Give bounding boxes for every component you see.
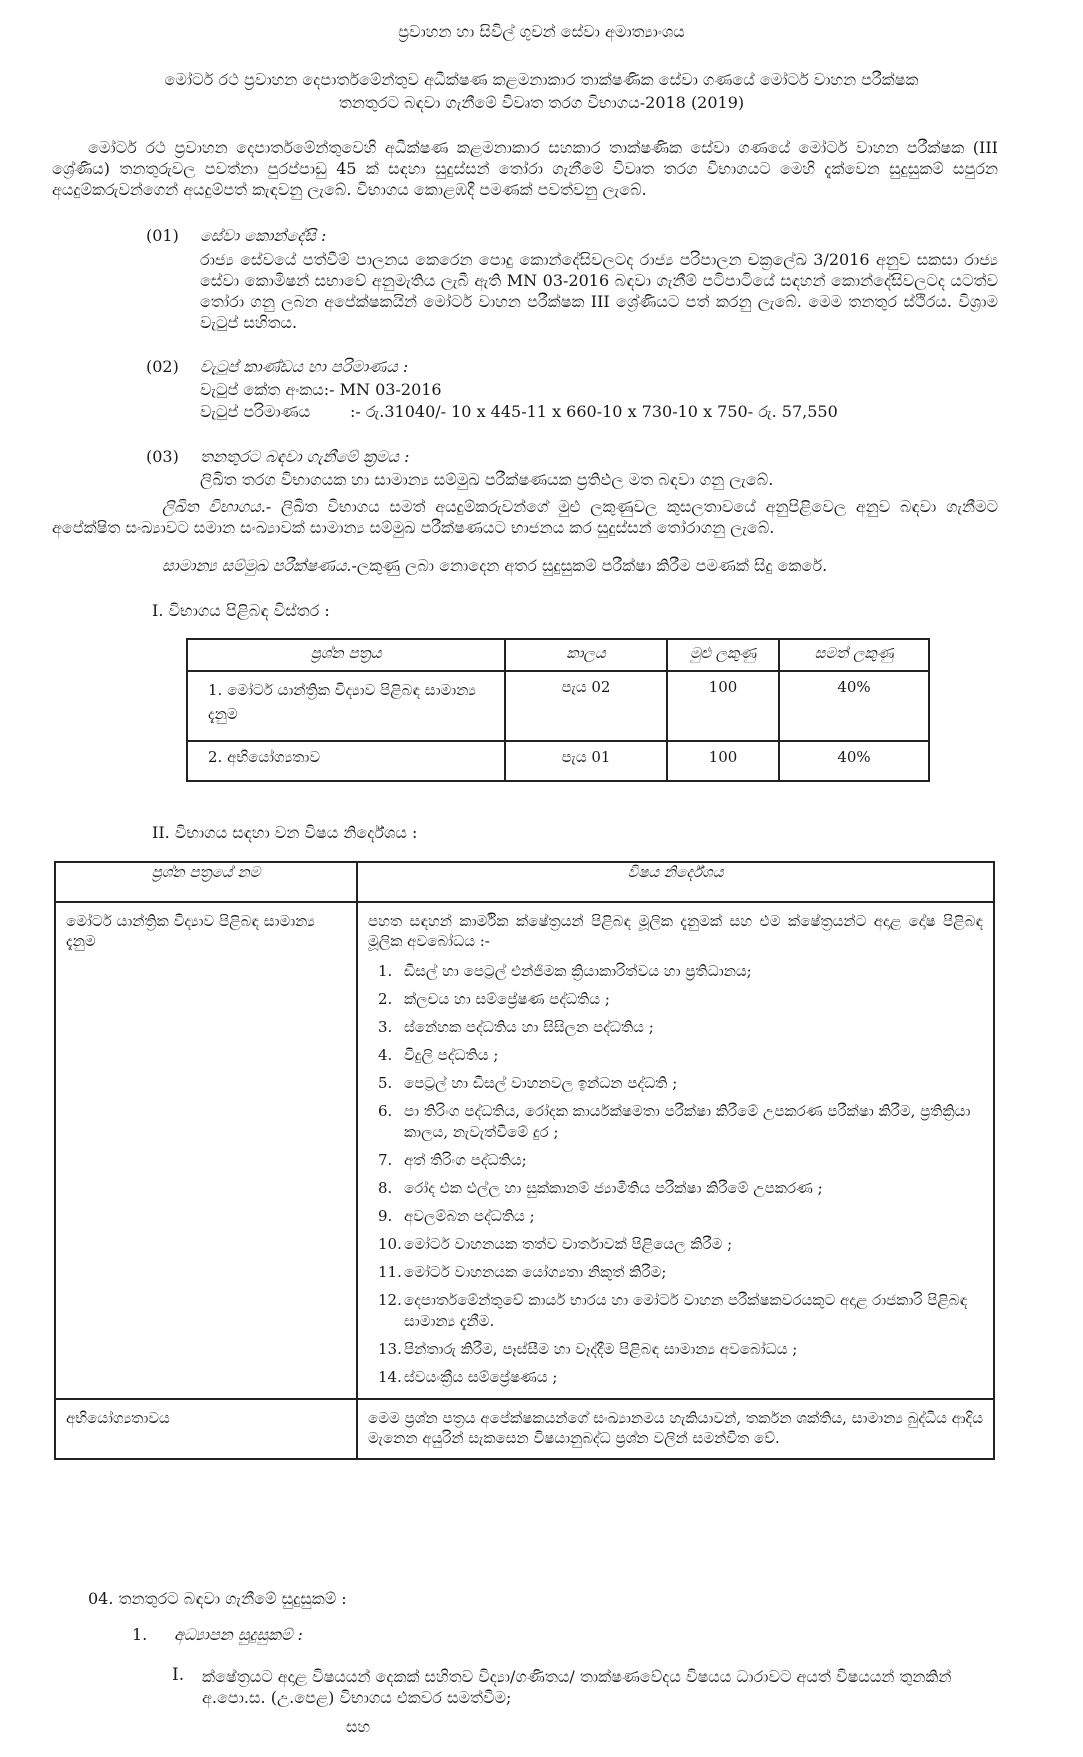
interview-label: සාමාන්‍ය සම්මුඛ පරීක්ෂණය.- — [162, 556, 357, 575]
syllabus-item-number: 4. — [378, 1046, 393, 1064]
salary-code: වැටුප් කේත අංකය:- MN 03-2016 — [200, 380, 442, 399]
written-exam-text: ලිඛිත විභාගය සමත් අයදුම්කරුවන්ගේ මුළු ලකුණුවල කුසලතාවයේ අනුපිළිවෙල අනුව බඳවා ගැනීමට අපේක්ෂිත සංඛ්‍යාවට සමාන සංඛ්‍යාවක් සාමාන්‍ය සම්මුඛ පරීක්ෂණයට භාජනය කර සුදුස්සන් තෝරාගනු ලැබේ. — [52, 497, 998, 537]
column-header: ප්‍රශ්න පත්‍රයේ නම — [55, 862, 357, 902]
table-row — [187, 671, 929, 741]
syllabus-item-text: ස්නේහක පද්ධතිය හා සිසිලන පද්ධතිය ; — [404, 1018, 654, 1036]
paper-cell: 2. අභියෝග්‍යතාව — [187, 741, 505, 781]
syllabus-item — [378, 1290, 983, 1332]
salary-scale-value: :- රු.31040/- 10 x 445-11 x 660-10 x 730-10 x 750- රු. 57,550 — [350, 402, 838, 421]
interview-text: ලකුණු ලබා නොදෙන අතර සුදුසුකම් පරීක්ෂා කිරීම පමණක් සිදු කෙරේ. — [356, 556, 828, 575]
pass-marks-cell: 40% — [779, 741, 929, 781]
section-heading: වැටුප් කාණ්ඩය හා පරිමාණය : — [200, 357, 409, 376]
qualification-item-text: ක්ෂේත්‍රයට අදාළ විෂයයන් දෙකක් සහිතව විද්‍යා/ගණිතය/ තාක්ෂණවේදය විෂයය ධාරාවට අයත් විෂයයන් තුනකින් අ.පො.ස. (උ.පෙළ) විභාගය එකවර සමත්වීම; — [202, 1667, 952, 1707]
syllabus-item-number: 12. — [378, 1291, 402, 1309]
section-number: (01) — [146, 226, 179, 245]
syllabus-item-text: ස්වයංක්‍රීය සම්ප්‍රේෂණය ; — [404, 1368, 558, 1386]
syllabus-item-number: 9. — [378, 1207, 393, 1225]
section-number: (02) — [146, 357, 179, 376]
column-header: ප්‍රශ්න පත්‍රය — [187, 639, 505, 671]
exam-details-heading: I. විභාගය පිළිබඳ විස්තර : — [152, 601, 330, 620]
syllabus-item — [378, 1101, 983, 1143]
pass-marks-cell: 40% — [779, 671, 929, 741]
syllabus-item-text: රෝද එක එල්ල හා සුක්කානම් ජ්‍යාමිතිය පරීක්ෂා කිරීමේ උපකරණ ; — [404, 1179, 823, 1197]
syllabus-item-text: අත් තිරිංග පද්ධතිය; — [404, 1151, 527, 1169]
salary-scale-label: වැටුප් පරිමාණය — [200, 402, 311, 421]
interview-paragraph — [162, 556, 827, 576]
section-body: ලිඛිත තරග විභාගයක හා සාමාන්‍ය සම්මුඛ පරීක්ෂණයක ප්‍රතිඵල මත බඳවා ගනු ලැබේ. — [200, 470, 774, 489]
qualifications-heading: 04. තනතුරට බඳවා ගැනීමේ සුදුසුකම් : — [88, 1589, 347, 1608]
paper-name-cell: මෝටර් යාන්ත්‍රික විද්‍යාව පිළිබඳ සාමාන්‍ය දැනුම — [55, 902, 357, 1399]
syllabus-item-number: 3. — [378, 1018, 393, 1036]
column-header: කාලය — [505, 639, 667, 671]
syllabus-item-text: ක්ලචය හා සම්ප්‍රේෂණ පද්ධතිය ; — [404, 990, 610, 1008]
written-exam-label: ලිඛිත විභාගය.- — [162, 497, 272, 516]
syllabus-item-text: පා තිරිංග පද්ධතිය, රෝදක කාර්යක්ෂමතා පරීක්ෂා කිරීමේ උපකරණ පරීක්ෂා කිරීම, ප්‍රතික්‍රියා කාලය, නැවැත්වීමේ දුර ; — [404, 1102, 971, 1141]
section-heading: සේවා කොන්දේසි : — [200, 226, 327, 245]
syllabus-item-number: 10. — [378, 1235, 402, 1253]
syllabus-item-number: 14. — [378, 1368, 402, 1386]
section-heading: තනතුරට බඳවා ගැනීමේ ක්‍රමය : — [200, 447, 410, 466]
qualification-sub-number: 1. — [132, 1625, 148, 1644]
table-row — [55, 1399, 994, 1459]
paper-cell: 1. මෝටර් යාන්ත්‍රික විද්‍යාව පිළිබඳ සාමාන්‍ය දැනුම — [187, 671, 505, 741]
syllabus-item — [378, 961, 983, 982]
exam-details-table — [186, 638, 930, 782]
syllabus-item — [378, 1150, 983, 1171]
paper-name-cell: අභියෝග්‍යතාවය — [55, 1399, 357, 1459]
syllabus-heading: II. විභාගය සඳහා වන විෂය නිර්දේශය : — [152, 823, 418, 842]
column-header: විෂය නිර්දේශය — [357, 862, 994, 902]
syllabus-item-number: 2. — [378, 990, 393, 1008]
column-header: සමත් ලකුණු — [779, 639, 929, 671]
table-row — [55, 902, 994, 1399]
intro-paragraph: මෝටර් රථ ප්‍රවාහන දෙපාර්තමේන්තුවෙහි අධීක්ෂණ කළමනාකාර සහකාර තාක්ෂණික සේවා ගණයේ මෝටර් වාහන පරීක්ෂක (III ශ්‍රේණිය) තනතුරුවල පවත්නා පුරප්පාඩු 45 ක් සඳහා සුදුස්සන් තෝරා ගැනීමේ විවෘත තරග විභාගයට මෙහි දැක්වෙන සුදුසුකම් සපුරන අයදුම්කරුවන්ගෙන් අයදුම්පත් කැඳවනු ලැබේ. විභාගය කොළඹදී පමණක් පවත්වනු ලැබේ. — [52, 138, 998, 199]
syllabus-item — [378, 1017, 983, 1038]
syllabus-item — [378, 1339, 983, 1360]
syllabus-item-number: 11. — [378, 1263, 402, 1281]
syllabus-item — [378, 1367, 983, 1388]
column-header: මුළු ලකුණු — [667, 639, 779, 671]
syllabus-item-number: 1. — [378, 962, 393, 980]
syllabus-item — [378, 1073, 983, 1094]
time-cell: පැය 01 — [505, 741, 667, 781]
syllabus-list — [368, 961, 983, 1388]
and-connector: සහ — [346, 1717, 371, 1736]
qualification-sub-heading: අධ්‍යාපන සුදුසුකම් : — [174, 1625, 303, 1644]
syllabus-item-text: දෙපාර්තමේන්තුවේ කාර්ය භාරය හා මෝටර් වාහන පරීක්ෂකවරයකුට අදාළ රාජකාරි පිළිබඳ සාමාන්‍ය දැනීම. — [404, 1291, 968, 1330]
syllabus-item — [378, 1045, 983, 1066]
syllabus-item-text: විදුලි පද්ධතිය ; — [404, 1046, 499, 1064]
syllabus-item-number: 6. — [378, 1102, 393, 1120]
syllabus-item-number: 13. — [378, 1340, 402, 1358]
syllabus-item — [378, 1234, 983, 1255]
section-body: රාජ්‍ය සේවයේ පත්වීම් පාලනය කෙරෙන පොදු කොන්දේසිවලටද රාජ්‍ය පරිපාලන චක්‍රලේඛ 3/2016 අනුව සකසා රාජ්‍ය සේවා කොමිෂන් සභාවේ අනුමැතිය ලැබී ඇති MN 03-2016 බඳවා ගැනීම් පටිපාටියේ සඳහන් කොන්දේසිවලටද යටත්ව තෝරා ගනු ලබන අපේක්ෂකයින් මෝටර් වාහන පරීක්ෂක III ශ්‍රේණියට පත් කරනු ලැබේ. මෙම තනතුර ස්ථිරය. විශ්‍රාම වැටුප් සහිතය. — [200, 250, 998, 332]
syllabus-item — [378, 1262, 983, 1283]
syllabus-item-number: 7. — [378, 1151, 393, 1169]
syllabus-item-text: පෙට්‍රල් හා ඩීසල් වාහනවල ඉන්ධන පද්ධති ; — [404, 1074, 678, 1092]
syllabus-item-text: පින්තාරු කිරීම, පෑස්සීම හා වෑද්දීම පිළිබඳ සාමාන්‍ය අවබෝධය ; — [404, 1340, 798, 1358]
syllabus-item — [378, 989, 983, 1010]
syllabus-item-text: මෝටර් වාහනයක යෝග්‍යතා නිකුත් කිරීම; — [404, 1263, 667, 1281]
table-row — [187, 741, 929, 781]
ministry-title: ප්‍රවාහන හා සිවිල් ගුවන් සේවා අමාත්‍යාංශය — [398, 22, 685, 41]
syllabus-item-number: 8. — [378, 1179, 393, 1197]
syllabus-cell — [357, 902, 994, 1399]
syllabus-item — [378, 1206, 983, 1227]
syllabus-item-text: මෝටර් වාහනයක තත්ව වාර්තාවක් පිළියෙල කිරීම ; — [404, 1235, 733, 1253]
section-number: (03) — [146, 447, 179, 466]
total-marks-cell: 100 — [667, 741, 779, 781]
syllabus-cell: මෙම ප්‍රශ්න පත්‍රය අපේක්ෂකයන්ගේ සංඛ්‍යානමය හැකියාවන්, තර්කන ශක්තිය, සාමාන්‍ය බුද්ධිය ආදිය මැනෙන අයුරින් සැකසෙන විෂයානුබද්ධ ප්‍රශ්න වලින් සමන්විත වේ. — [357, 1399, 994, 1459]
notice-title-line1: මෝටර් රථ ප්‍රවාහන දෙපාර්තමේන්තුව අධීක්ෂණ කළමනාකාර තාක්ෂණික සේවා ගණයේ මෝටර් වාහන පරීක්ෂක — [164, 70, 919, 89]
qualification-item-number: I. — [172, 1665, 185, 1685]
syllabus-item-number: 5. — [378, 1074, 393, 1092]
written-exam-paragraph — [52, 496, 998, 538]
time-cell: පැය 02 — [505, 671, 667, 741]
syllabus-table — [54, 861, 995, 1460]
syllabus-item-text: අවලම්බන පද්ධතිය ; — [404, 1207, 535, 1225]
syllabus-item — [378, 1178, 983, 1199]
total-marks-cell: 100 — [667, 671, 779, 741]
syllabus-intro: පහත සඳහන් කාර්මික ක්ෂේත්‍රයන් පිළිබඳ මූලික දැනුමක් සහ එම ක්ෂේත්‍රයන්ට අදාළ දෝෂ පිළිබඳ මූලික අවබෝධය :- — [368, 912, 983, 950]
notice-title-line2: තනතුරට බඳවා ගැනීමේ විවෘත තරග විභාගය-2018 (2019) — [338, 93, 745, 112]
syllabus-item-text: ඩීසල් හා පෙට්‍රල් එන්ජිමක ක්‍රියාකාරිත්වය හා ප්‍රතිධානය; — [404, 962, 752, 980]
